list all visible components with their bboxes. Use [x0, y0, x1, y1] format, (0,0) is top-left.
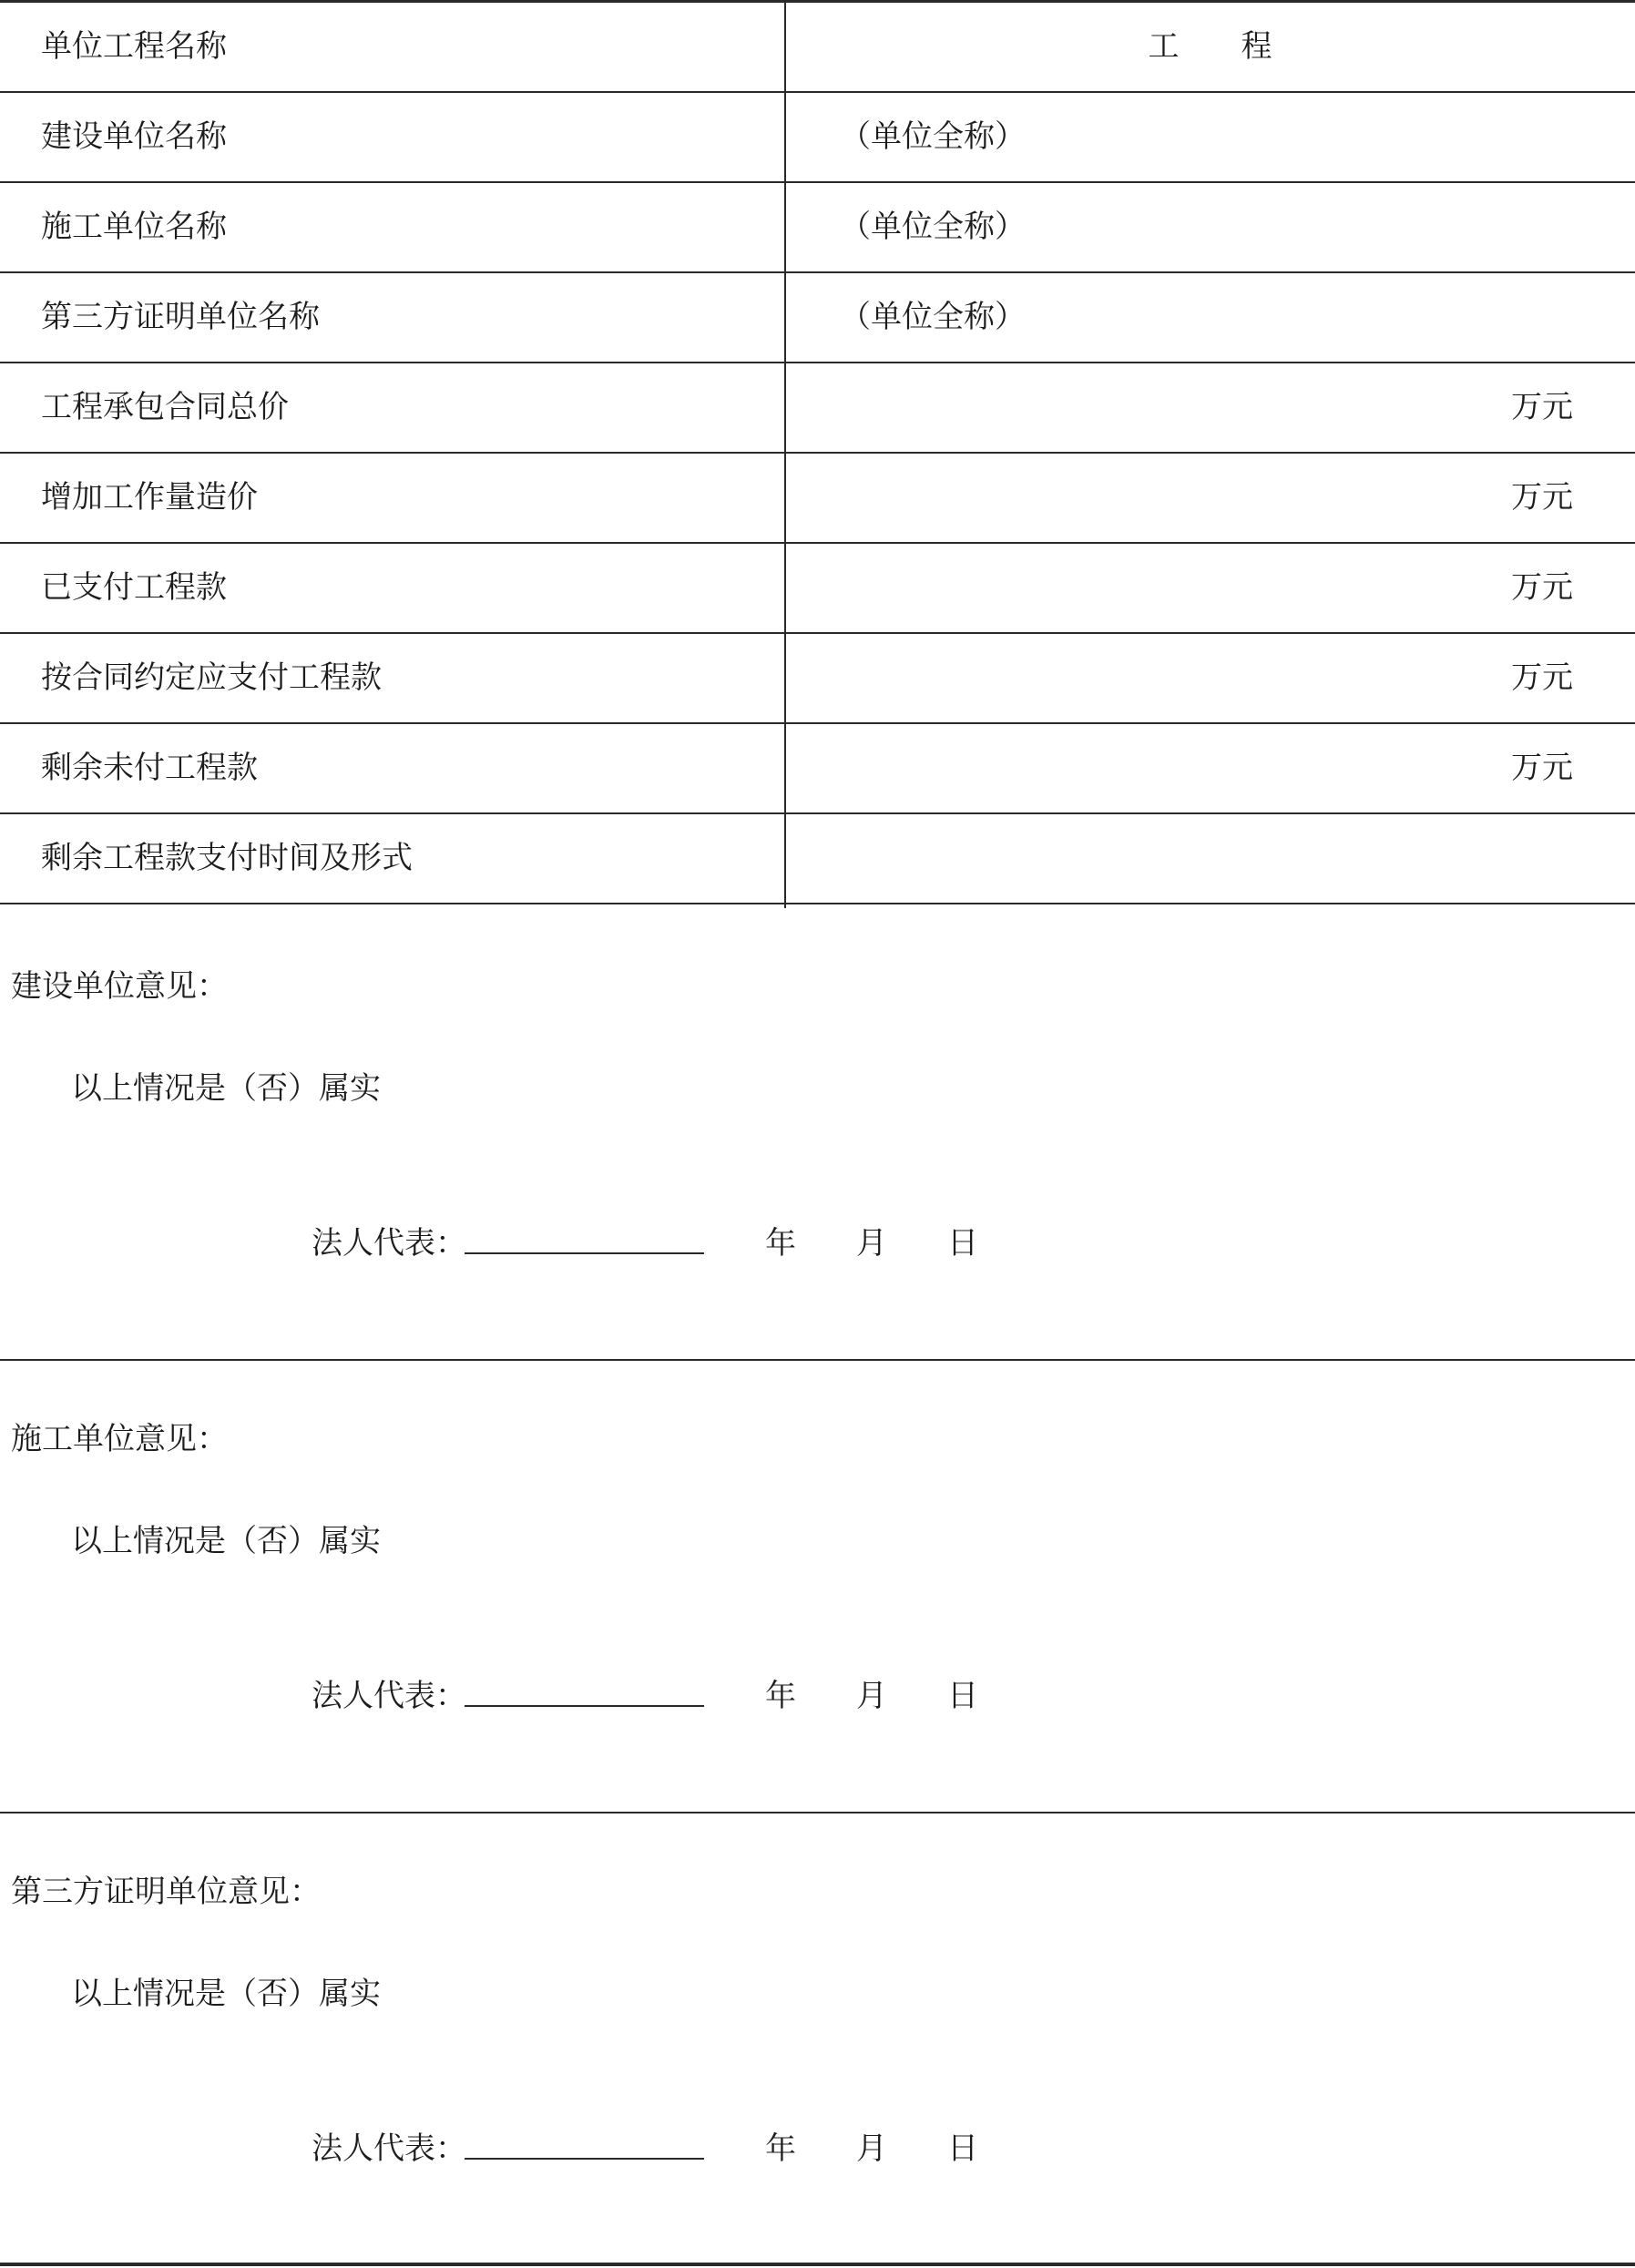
row-additional-cost	[0, 454, 1635, 544]
section-title: 建设单位意见：	[11, 968, 228, 1005]
month-label: 月	[856, 1678, 887, 1714]
row-label: 工程承包合同总价	[41, 389, 289, 425]
row-label: 施工单位名称	[41, 209, 227, 245]
statement-text: 以上情况是（否）属实	[71, 1070, 381, 1107]
builder-opinion-section	[0, 908, 1635, 1361]
legal-rep-label: 法人代表：	[312, 2130, 466, 2167]
legal-rep-label: 法人代表：	[312, 1225, 466, 1262]
signature-line[interactable]	[465, 1705, 704, 1707]
row-label: 增加工作量造价	[41, 479, 258, 516]
section-title: 施工单位意见：	[11, 1421, 228, 1457]
table-column-divider	[784, 2, 786, 908]
year-label: 年	[765, 1225, 796, 1262]
row-paid-amount	[0, 544, 1635, 634]
signature-line[interactable]	[465, 1252, 704, 1254]
month-label: 月	[856, 1225, 887, 1262]
row-contract-total	[0, 363, 1635, 454]
row-label: 单位工程名称	[41, 28, 227, 65]
signature-line[interactable]	[465, 2158, 704, 2160]
contractor-opinion-section	[0, 1361, 1635, 1813]
contract-due-amount-unit: 万元	[1511, 659, 1573, 696]
row-label: 建设单位名称	[41, 118, 227, 155]
third-party-name-field[interactable]: （单位全称）	[840, 299, 1026, 335]
day-label: 日	[947, 2130, 978, 2167]
legal-rep-label: 法人代表：	[312, 1678, 466, 1714]
row-label: 剩余工程款支付时间及形式	[41, 840, 413, 876]
row-contract-due-amount	[0, 634, 1635, 724]
remaining-unpaid-unit: 万元	[1511, 750, 1573, 786]
third-party-opinion-section	[0, 1813, 1635, 2263]
contract-total-unit: 万元	[1511, 389, 1573, 425]
row-remaining-unpaid	[0, 724, 1635, 814]
row-builder-name	[0, 93, 1635, 183]
paid-amount-unit: 万元	[1511, 569, 1573, 606]
row-remaining-payment-terms	[0, 814, 1635, 904]
row-label: 剩余未付工程款	[41, 750, 258, 786]
table-bottom-border	[0, 2263, 1635, 2266]
contractor-name-field[interactable]: （单位全称）	[840, 209, 1026, 245]
row-label: 按合同约定应支付工程款	[41, 659, 382, 696]
builder-name-field[interactable]: （单位全称）	[840, 118, 1026, 155]
additional-cost-unit: 万元	[1511, 479, 1573, 516]
day-label: 日	[947, 1678, 978, 1714]
month-label: 月	[856, 2130, 887, 2167]
row-project-name	[0, 3, 1635, 93]
section-title: 第三方证明单位意见：	[11, 1874, 321, 1910]
statement-text: 以上情况是（否）属实	[71, 1523, 381, 1559]
row-label: 已支付工程款	[41, 569, 227, 606]
project-name-field[interactable]: 工 程	[1148, 28, 1272, 65]
row-contractor-name	[0, 183, 1635, 273]
day-label: 日	[947, 1225, 978, 1262]
year-label: 年	[765, 2130, 796, 2167]
row-third-party-name	[0, 273, 1635, 363]
year-label: 年	[765, 1678, 796, 1714]
statement-text: 以上情况是（否）属实	[71, 1976, 381, 2012]
row-label: 第三方证明单位名称	[41, 299, 320, 335]
